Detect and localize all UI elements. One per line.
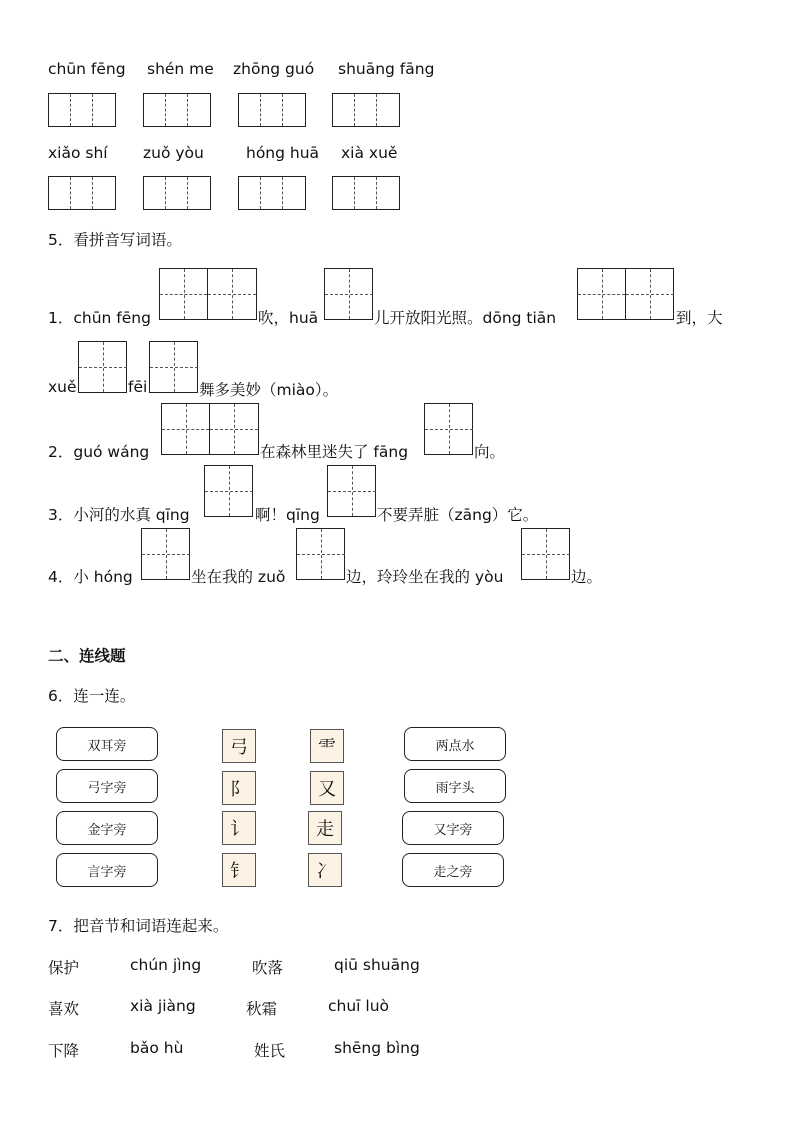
match-right-3[interactable]: 又字旁: [402, 811, 504, 845]
q7-word[interactable]: 秋霜: [246, 1000, 278, 1018]
question-5-title: 5．看拼音写词语。: [48, 231, 182, 249]
pinyin-3: zhōng guó: [233, 60, 315, 78]
q5-text: 坐在我的 zuǒ: [191, 568, 286, 586]
answer-box[interactable]: [48, 93, 116, 127]
q7-pinyin[interactable]: qiū shuāng: [334, 956, 420, 974]
match-left-1[interactable]: 双耳旁: [56, 727, 158, 761]
q7-word[interactable]: 喜欢: [48, 1000, 80, 1018]
q5-text: 到，大: [676, 309, 723, 327]
q7-word[interactable]: 姓氏: [254, 1042, 286, 1060]
q5-text: 3．小河的水真 qīng: [48, 506, 190, 524]
question-6-title: 6．连一连。: [48, 687, 136, 705]
q7-pinyin[interactable]: chuī luò: [328, 997, 390, 1015]
tianzige-grid[interactable]: [161, 403, 259, 455]
pinyin-8: xià xuě: [341, 144, 398, 162]
pinyin-4: shuāng fāng: [338, 60, 435, 78]
tianzige-grid[interactable]: [296, 528, 345, 580]
answer-box[interactable]: [48, 176, 116, 210]
q5-text: 2．guó wáng: [48, 443, 150, 461]
match-left-2[interactable]: 弓字旁: [56, 769, 158, 803]
q5-text: 啊！qīng: [255, 506, 320, 524]
q7-word[interactable]: 保护: [48, 959, 80, 977]
q5-text: 在森林里迷失了 fāng: [260, 443, 409, 461]
pinyin-2: shén me: [147, 60, 214, 78]
section-2-heading: 二、连线题: [48, 647, 126, 665]
tianzige-grid[interactable]: [324, 268, 373, 320]
answer-box[interactable]: [143, 176, 211, 210]
q5-text: 儿开放阳光照。dōng tiān: [374, 309, 557, 327]
q7-pinyin[interactable]: chún jìng: [130, 956, 202, 974]
radical-card[interactable]: ⻗: [310, 729, 344, 763]
q5-text: xuě: [48, 378, 77, 396]
q5-text: 边。: [571, 568, 603, 586]
radical-card[interactable]: 弓: [222, 729, 256, 763]
q7-pinyin[interactable]: bǎo hù: [130, 1039, 184, 1057]
pinyin-1: chūn fēng: [48, 60, 126, 78]
tianzige-grid[interactable]: [521, 528, 570, 580]
q5-text: 1．chūn fēng: [48, 309, 151, 327]
answer-box[interactable]: [238, 93, 306, 127]
radical-card[interactable]: 讠: [222, 811, 256, 845]
q7-pinyin[interactable]: xià jiàng: [130, 997, 196, 1015]
q5-text: 边，玲玲坐在我的 yòu: [346, 568, 504, 586]
match-right-2[interactable]: 雨字头: [404, 769, 506, 803]
tianzige-grid[interactable]: [159, 268, 257, 320]
match-left-3[interactable]: 金字旁: [56, 811, 158, 845]
match-right-4[interactable]: 走之旁: [402, 853, 504, 887]
tianzige-grid[interactable]: [327, 465, 376, 517]
radical-card[interactable]: 冫: [308, 853, 342, 887]
answer-box[interactable]: [332, 176, 400, 210]
tianzige-grid[interactable]: [424, 403, 473, 455]
q5-text: fēi: [128, 378, 148, 396]
q5-text: 吹，huā: [258, 309, 319, 327]
radical-card[interactable]: 走: [308, 811, 342, 845]
q7-word[interactable]: 吹落: [252, 959, 284, 977]
answer-box[interactable]: [332, 93, 400, 127]
answer-box[interactable]: [143, 93, 211, 127]
q7-word[interactable]: 下降: [48, 1042, 80, 1060]
question-7-title: 7．把音节和词语连起来。: [48, 917, 229, 935]
radical-card[interactable]: 钅: [222, 853, 256, 887]
match-right-1[interactable]: 两点水: [404, 727, 506, 761]
tianzige-grid[interactable]: [577, 268, 674, 320]
tianzige-grid[interactable]: [149, 341, 198, 393]
tianzige-grid[interactable]: [204, 465, 253, 517]
answer-box[interactable]: [238, 176, 306, 210]
q5-text: 舞多美妙（miào）。: [199, 381, 339, 399]
q5-text: 不要弄脏（zāng）它。: [377, 506, 539, 524]
tianzige-grid[interactable]: [141, 528, 190, 580]
pinyin-6: zuǒ yòu: [143, 144, 204, 162]
q5-text: 向。: [474, 443, 506, 461]
radical-card[interactable]: 阝: [222, 771, 256, 805]
tianzige-grid[interactable]: [78, 341, 127, 393]
pinyin-7: hóng huā: [246, 144, 320, 162]
radical-card[interactable]: 又: [310, 771, 344, 805]
match-left-4[interactable]: 言字旁: [56, 853, 158, 887]
q5-text: 4．小 hóng: [48, 568, 133, 586]
pinyin-5: xiǎo shí: [48, 144, 108, 162]
q7-pinyin[interactable]: shēng bìng: [334, 1039, 420, 1057]
